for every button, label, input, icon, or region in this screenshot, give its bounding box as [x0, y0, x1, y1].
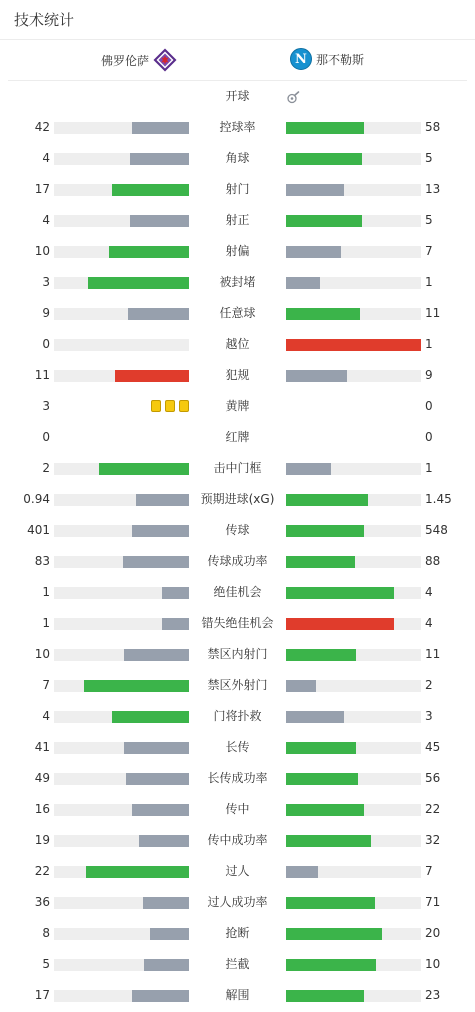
home-bar-track — [54, 277, 189, 289]
home-bar-track — [54, 587, 189, 599]
home-bar-track — [54, 370, 189, 382]
home-bar-fill — [115, 370, 189, 382]
home-bar-track — [54, 339, 189, 351]
stat-label: 长传 — [225, 740, 250, 754]
yellow-card-icon — [151, 400, 161, 412]
home-bar-track — [54, 649, 189, 661]
away-value: 5 — [425, 213, 433, 227]
home-value: 49 — [34, 771, 50, 785]
away-bar-fill — [286, 339, 421, 351]
home-value: 0 — [42, 430, 50, 444]
away-bar-track — [286, 122, 421, 134]
stat-row — [0, 980, 475, 1011]
home-value: 36 — [34, 895, 50, 909]
home-bar-fill — [144, 959, 189, 971]
away-value: 45 — [425, 740, 441, 754]
home-value: 17 — [34, 988, 50, 1002]
away-bar-track — [286, 804, 421, 816]
home-bar-track — [54, 990, 189, 1002]
stat-row — [0, 391, 475, 422]
stat-label: 犯规 — [225, 368, 250, 382]
away-value: 88 — [425, 554, 441, 568]
stat-label: 被封堵 — [219, 275, 256, 289]
away-value: 11 — [425, 647, 441, 661]
away-bar-track — [286, 928, 421, 940]
away-value: 9 — [425, 368, 433, 382]
away-bar-track — [286, 556, 421, 568]
away-value: 13 — [425, 182, 441, 196]
stat-row — [0, 825, 475, 856]
stat-row — [0, 360, 475, 391]
home-bar-fill — [130, 153, 189, 165]
away-bar-track — [286, 990, 421, 1002]
page-title: 技术统计 — [14, 11, 75, 29]
stat-label: 黄牌 — [225, 399, 250, 413]
home-bar-track — [54, 680, 189, 692]
kickoff-whistle-icon — [286, 90, 300, 104]
away-bar-track — [286, 959, 421, 971]
home-value: 2 — [42, 461, 50, 475]
away-bar-fill — [286, 866, 318, 878]
stat-row — [0, 577, 475, 608]
home-team-name: 佛罗伦萨 — [100, 53, 149, 68]
fiorentina-logo-icon — [153, 48, 177, 72]
home-value: 10 — [34, 244, 50, 258]
away-bar-fill — [286, 215, 362, 227]
home-bar-fill — [126, 773, 189, 785]
away-bar-track — [286, 525, 421, 537]
home-bar-fill — [136, 494, 189, 506]
away-bar-fill — [286, 556, 355, 568]
home-bar-fill — [109, 246, 189, 258]
home-bar-fill — [88, 277, 189, 289]
home-value: 1 — [42, 585, 50, 599]
away-bar-track — [286, 494, 421, 506]
away-value: 2 — [425, 678, 433, 692]
away-value: 4 — [425, 585, 433, 599]
away-bar-track — [286, 339, 421, 351]
home-bar-track — [54, 556, 189, 568]
stat-label: 解围 — [225, 988, 250, 1002]
home-bar-fill — [124, 649, 189, 661]
home-value: 7 — [42, 678, 50, 692]
home-bar-fill — [130, 215, 189, 227]
away-value: 22 — [425, 802, 441, 816]
away-bar-fill — [286, 370, 347, 382]
home-bar-track — [54, 835, 189, 847]
home-bar-track — [54, 773, 189, 785]
home-value: 4 — [42, 213, 50, 227]
stat-row — [0, 794, 475, 825]
yellow-card-icon — [179, 400, 189, 412]
home-bar-fill — [132, 525, 189, 537]
home-bar-track — [54, 525, 189, 537]
stat-row — [0, 546, 475, 577]
home-value: 0 — [42, 337, 50, 351]
away-value: 71 — [425, 895, 441, 909]
away-bar-fill — [286, 277, 320, 289]
stat-label: 长传成功率 — [207, 771, 268, 785]
away-bar-fill — [286, 122, 364, 134]
away-bar-fill — [286, 308, 360, 320]
away-bar-track — [286, 618, 421, 630]
home-value: 19 — [34, 833, 50, 847]
away-value: 23 — [425, 988, 441, 1002]
away-bar-track — [286, 711, 421, 723]
home-bar-fill — [150, 928, 189, 940]
away-value: 4 — [425, 616, 433, 630]
home-value: 1 — [42, 616, 50, 630]
away-value: 10 — [425, 957, 441, 971]
stat-row — [0, 608, 475, 639]
stat-row — [0, 298, 475, 329]
away-value: 0 — [425, 430, 433, 444]
away-bar-fill — [286, 153, 362, 165]
stat-label: 预期进球(xG) — [200, 492, 275, 506]
away-bar-fill — [286, 773, 358, 785]
stat-label: 射偏 — [225, 244, 250, 258]
stat-row — [0, 887, 475, 918]
home-bar-fill — [123, 556, 189, 568]
home-bar-track — [54, 959, 189, 971]
away-bar-fill — [286, 835, 371, 847]
away-bar-track — [286, 587, 421, 599]
stat-label: 过人 — [225, 864, 250, 878]
away-value: 1.45 — [425, 492, 452, 506]
stat-row — [0, 484, 475, 515]
stat-row — [0, 515, 475, 546]
stat-label: 开球 — [225, 89, 250, 103]
away-bar-track — [286, 742, 421, 754]
away-value: 5 — [425, 151, 433, 165]
home-value: 17 — [34, 182, 50, 196]
away-value: 1 — [425, 461, 433, 475]
away-value: 11 — [425, 306, 441, 320]
home-yellow-cards — [54, 400, 189, 414]
home-bar-track — [54, 804, 189, 816]
stat-label: 错失绝佳机会 — [201, 616, 274, 630]
stat-label: 传中 — [225, 802, 250, 816]
away-bar-track — [286, 835, 421, 847]
away-bar-track — [286, 463, 421, 475]
stat-label: 拦截 — [225, 957, 250, 971]
home-value: 10 — [34, 647, 50, 661]
home-bar-track — [54, 494, 189, 506]
home-value: 41 — [34, 740, 50, 754]
away-bar-track — [286, 866, 421, 878]
away-value: 20 — [425, 926, 441, 940]
stat-row — [0, 143, 475, 174]
home-bar-track — [54, 246, 189, 258]
away-value: 56 — [425, 771, 441, 785]
away-bar-track — [286, 649, 421, 661]
stat-row — [0, 732, 475, 763]
away-team-name: 那不勒斯 — [316, 52, 365, 67]
stat-label: 绝佳机会 — [213, 585, 262, 599]
home-bar-track — [54, 184, 189, 196]
stat-row — [0, 329, 475, 360]
home-value: 9 — [42, 306, 50, 320]
away-bar-fill — [286, 742, 356, 754]
away-bar-track — [286, 153, 421, 165]
away-bar-track — [286, 897, 421, 909]
home-value: 4 — [42, 709, 50, 723]
away-bar-track — [286, 370, 421, 382]
stat-label: 门将扑救 — [213, 709, 262, 723]
away-bar-fill — [286, 897, 375, 909]
home-bar-fill — [162, 587, 189, 599]
home-bar-fill — [162, 618, 189, 630]
stat-label: 过人成功率 — [207, 895, 268, 909]
stat-row — [0, 856, 475, 887]
stat-row — [0, 267, 475, 298]
stat-label: 任意球 — [219, 306, 256, 320]
away-bar-fill — [286, 804, 364, 816]
away-bar-track — [286, 277, 421, 289]
away-bar-fill — [286, 184, 344, 196]
home-value: 11 — [34, 368, 50, 382]
home-bar-track — [54, 928, 189, 940]
stat-row — [0, 670, 475, 701]
stat-row — [0, 639, 475, 670]
away-bar-fill — [286, 618, 394, 630]
away-bar-track — [286, 184, 421, 196]
home-bar-fill — [124, 742, 189, 754]
stat-label: 射门 — [225, 182, 250, 196]
away-value: 7 — [425, 864, 433, 878]
home-value: 0.94 — [23, 492, 50, 506]
away-bar-track — [286, 773, 421, 785]
stat-row — [0, 112, 475, 143]
away-bar-fill — [286, 246, 341, 258]
away-value: 0 — [425, 399, 433, 413]
home-bar-track — [54, 618, 189, 630]
away-bar-track — [286, 246, 421, 258]
away-bar-fill — [286, 587, 394, 599]
home-bar-fill — [139, 835, 189, 847]
napoli-logo-icon: N — [290, 48, 312, 70]
home-value: 83 — [34, 554, 50, 568]
away-value: 7 — [425, 244, 433, 258]
stat-row — [0, 205, 475, 236]
home-bar-fill — [132, 804, 189, 816]
away-value: 1 — [425, 337, 433, 351]
home-value: 8 — [42, 926, 50, 940]
home-bar-track — [54, 308, 189, 320]
stat-row — [0, 918, 475, 949]
stat-label: 控球率 — [219, 120, 256, 134]
home-bar-track — [54, 742, 189, 754]
stat-label: 射正 — [225, 213, 250, 227]
stat-label: 传球成功率 — [207, 554, 268, 568]
title-bar — [0, 0, 475, 40]
stat-label: 角球 — [225, 151, 250, 165]
home-bar-fill — [86, 866, 189, 878]
stat-label: 传中成功率 — [207, 833, 268, 847]
away-bar-fill — [286, 680, 316, 692]
away-bar-fill — [286, 990, 364, 1002]
stat-row-kickoff — [0, 81, 475, 112]
home-value: 42 — [34, 120, 50, 134]
home-value: 5 — [42, 957, 50, 971]
home-bar-fill — [132, 122, 189, 134]
stat-label: 击中门框 — [213, 461, 262, 475]
away-bar-fill — [286, 959, 376, 971]
home-bar-track — [54, 897, 189, 909]
stat-label: 越位 — [225, 337, 250, 351]
away-value: 58 — [425, 120, 441, 134]
stat-label: 抢断 — [225, 926, 250, 940]
home-bar-fill — [143, 897, 189, 909]
home-bar-fill — [112, 711, 189, 723]
stat-row — [0, 453, 475, 484]
stat-row — [0, 236, 475, 267]
home-value: 22 — [34, 864, 50, 878]
yellow-card-icon — [165, 400, 175, 412]
home-bar-fill — [99, 463, 189, 475]
away-bar-fill — [286, 494, 368, 506]
home-bar-track — [54, 122, 189, 134]
home-value: 3 — [42, 275, 50, 289]
away-value: 32 — [425, 833, 441, 847]
home-bar-track — [54, 153, 189, 165]
home-bar-track — [54, 866, 189, 878]
home-value: 3 — [42, 399, 50, 413]
away-bar-fill — [286, 928, 382, 940]
home-value: 401 — [27, 523, 50, 537]
home-bar-track — [54, 215, 189, 227]
home-bar-fill — [112, 184, 189, 196]
stat-row — [0, 701, 475, 732]
stat-label: 红牌 — [225, 430, 250, 444]
stat-row — [0, 763, 475, 794]
away-bar-fill — [286, 711, 344, 723]
away-bar-fill — [286, 463, 331, 475]
stat-label: 禁区外射门 — [207, 678, 268, 692]
home-bar-track — [54, 463, 189, 475]
away-bar-track — [286, 308, 421, 320]
home-bar-fill — [128, 308, 189, 320]
team-header — [8, 40, 467, 81]
away-team[interactable] — [290, 48, 364, 70]
stat-label: 传球 — [225, 523, 250, 537]
stat-label: 禁区内射门 — [207, 647, 268, 661]
away-value: 1 — [425, 275, 433, 289]
stat-row — [0, 949, 475, 980]
home-bar-fill — [84, 680, 189, 692]
home-value: 16 — [34, 802, 50, 816]
home-bar-track — [54, 711, 189, 723]
home-value: 4 — [42, 151, 50, 165]
away-bar-fill — [286, 649, 356, 661]
away-bar-fill — [286, 525, 364, 537]
away-bar-track — [286, 215, 421, 227]
away-bar-track — [286, 680, 421, 692]
away-value: 3 — [425, 709, 433, 723]
stat-row — [0, 422, 475, 453]
away-value: 548 — [425, 523, 448, 537]
stat-row — [0, 174, 475, 205]
home-team[interactable] — [101, 48, 177, 72]
home-bar-fill — [132, 990, 189, 1002]
